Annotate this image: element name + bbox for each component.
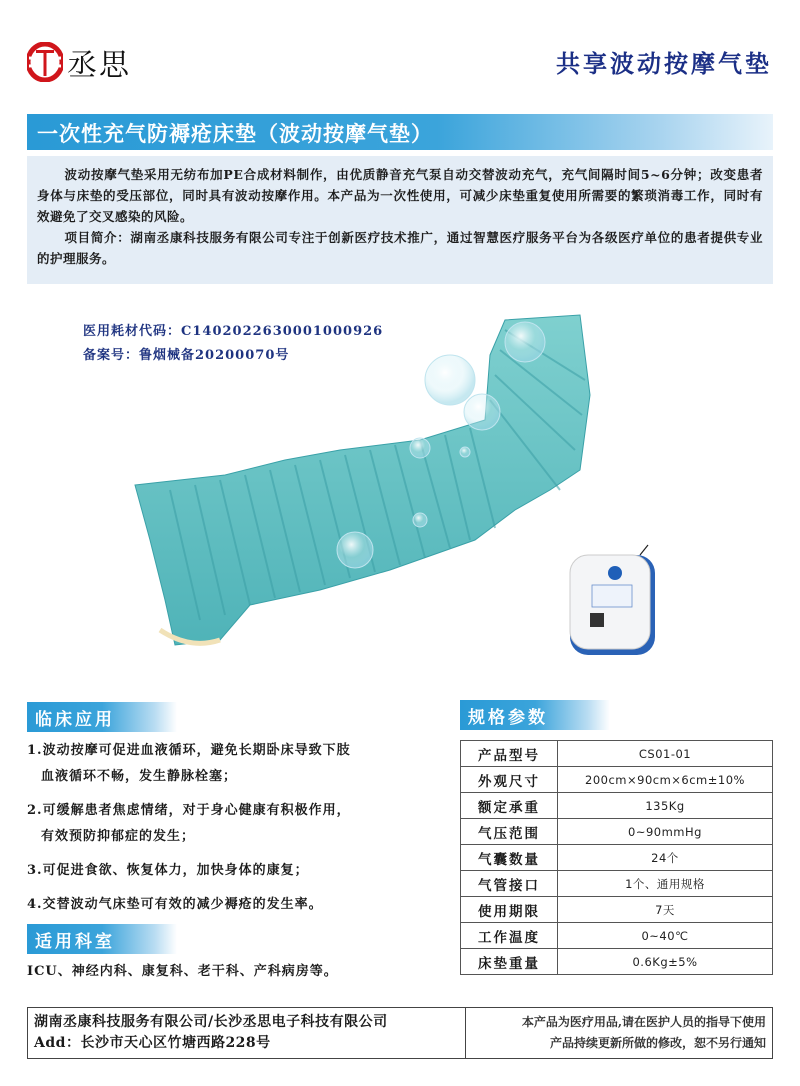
- clinical-item-line: 4.交替波动气床垫可有效的减少褥疮的发生率。: [27, 897, 323, 912]
- table-row: [461, 767, 773, 793]
- spec-key: 气管接口: [461, 871, 558, 897]
- spec-key: 产品型号: [461, 741, 558, 767]
- table-row: [461, 923, 773, 949]
- air-pump-icon: [570, 545, 655, 655]
- notice-line: 产品持续更新所做的修改，恕不另行通知: [549, 1036, 766, 1050]
- clinical-item-line: 3.可促进食欲、恢复体力，加快身体的康复；: [27, 863, 309, 878]
- company-name: 湖南丞康科技服务有限公司/长沙丞思电子科技有限公司: [34, 1014, 388, 1030]
- spec-value: 7天: [558, 897, 773, 923]
- spec-key: 使用期限: [461, 897, 558, 923]
- record-number: 备案号：鲁烟械备20200070号: [83, 348, 290, 363]
- air-mattress-icon: [135, 315, 590, 645]
- footer-company-info: [28, 1008, 466, 1058]
- spec-value: 200cm×90cm×6cm±10%: [558, 767, 773, 793]
- spec-value: 0~90mmHg: [558, 819, 773, 845]
- table-row: [461, 949, 773, 975]
- clinical-item-line: 1.波动按摩可促进血液循环，避免长期卧床导致下肢: [27, 743, 351, 758]
- spec-key: 工作温度: [461, 923, 558, 949]
- footer: [27, 1007, 773, 1059]
- intro-box: [27, 156, 773, 284]
- table-row: [461, 793, 773, 819]
- clinical-item: [27, 858, 417, 884]
- table-row: [461, 819, 773, 845]
- spec-value: CS01-01: [558, 741, 773, 767]
- spec-key: 气囊数量: [461, 845, 558, 871]
- spec-key: 床垫重量: [461, 949, 558, 975]
- specs-section-title: 规格参数: [468, 708, 548, 728]
- clinical-item-line: 有效预防抑郁症的发生；: [41, 829, 196, 844]
- brand-logo-icon: [27, 42, 63, 82]
- departments-section-title: 适用科室: [35, 932, 115, 952]
- spec-key: 额定承重: [461, 793, 558, 819]
- clinical-item: [27, 738, 417, 790]
- intro-paragraph: 波动按摩气垫采用无纺布加PE合成材料制作，由优质静音充气泵自动交替波动充气，充气间隔时间5~6分钟；改变患者身体与床垫的受压部位，同时具有波动按摩作用。本产品为一次性使用，可减少床垫重复使用所需要的繁琐消毒工作，同时有效避免了交叉感染的风险。: [37, 167, 763, 224]
- spec-value: 0~40℃: [558, 923, 773, 949]
- product-banner: [27, 114, 773, 150]
- clinical-section-header: [27, 702, 177, 732]
- spec-key: 气压范围: [461, 819, 558, 845]
- table-row: [461, 871, 773, 897]
- product-image: [130, 300, 700, 680]
- brand-name: 丞思: [67, 48, 131, 83]
- notice-line: 本产品为医疗用品,请在医护人员的指导下使用: [521, 1015, 766, 1029]
- table-row: [461, 897, 773, 923]
- spec-value: 1个、通用规格: [558, 871, 773, 897]
- clinical-item-line: 2.可缓解患者焦虑情绪，对于身心健康有积极作用，: [27, 803, 351, 818]
- departments-text: ICU、神经内科、康复科、老干科、产科病房等。: [27, 964, 338, 979]
- spec-key: 外观尺寸: [461, 767, 558, 793]
- page-title: 共享波动按摩气垫: [556, 50, 772, 78]
- departments-section-header: [27, 924, 177, 954]
- product-banner-title: 一次性充气防褥疮床垫（波动按摩气垫）: [37, 122, 433, 146]
- table-row: [461, 741, 773, 767]
- brand-logo: [27, 40, 131, 84]
- consumable-code: 医用耗材代码：C1402022630001000926: [83, 324, 384, 339]
- table-row: [461, 845, 773, 871]
- spec-value: 24个: [558, 845, 773, 871]
- spec-value: 135Kg: [558, 793, 773, 819]
- clinical-list: [27, 738, 417, 926]
- clinical-item: [27, 798, 417, 850]
- spec-table: [460, 740, 773, 975]
- project-summary: 项目简介：湖南丞康科技服务有限公司专注于创新医疗技术推广，通过智慧医疗服务平台为各级医疗单位的患者提供专业的护理服务。: [37, 230, 763, 266]
- clinical-section-title: 临床应用: [35, 710, 115, 730]
- footer-notice: [466, 1008, 772, 1058]
- specs-section-header: [460, 700, 610, 730]
- clinical-item-line: 血液循环不畅，发生静脉栓塞；: [41, 769, 238, 784]
- company-address: Add：长沙市天心区竹塘西路228号: [34, 1035, 271, 1051]
- clinical-item: [27, 892, 417, 918]
- spec-value: 0.6Kg±5%: [558, 949, 773, 975]
